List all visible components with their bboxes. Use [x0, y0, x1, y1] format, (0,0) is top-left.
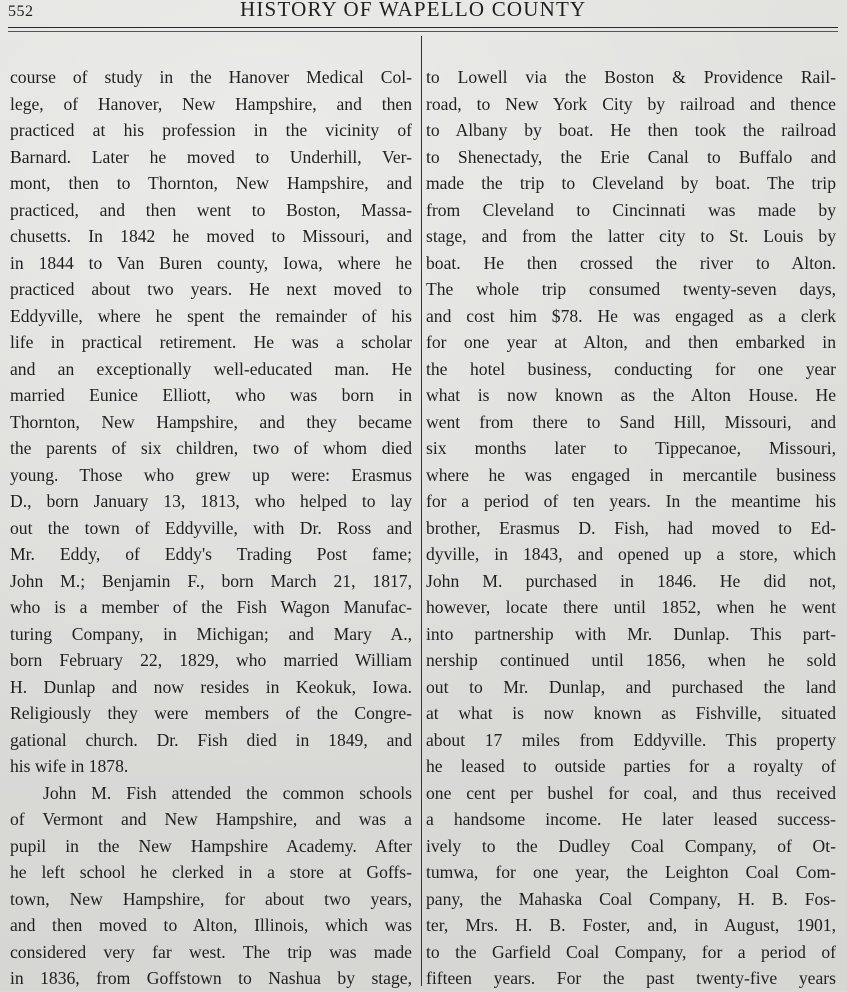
text-line: made the trip to Cleveland by boat. The trip — [426, 173, 836, 193]
text-line: life in practical retirement. He was a scholar — [10, 332, 412, 352]
text-line: where he was engaged in mercantile business — [426, 464, 836, 485]
text-line: in 1836, from Goffstown to Nashua by stage, — [10, 968, 412, 988]
text-line: John M.; Benjamin F., born March 21, 1817, — [10, 570, 412, 591]
text-line: one cent per bushel for coal, and thus received — [426, 782, 836, 803]
page-header — [0, 0, 847, 30]
text-line: D., born January 13, 1813, who helped to lay — [10, 491, 412, 511]
text-line: lege, of Hanover, New Hampshire, and then — [10, 93, 412, 114]
text-line: chusetts. In 1842 he moved to Missouri, and — [10, 226, 412, 246]
text-line: John M. purchased in 1846. He did not, — [426, 570, 836, 591]
text-line: road, to New York City by railroad and thence — [426, 93, 836, 114]
text-line: practiced about two years. He next moved to — [10, 279, 412, 299]
text-line: Thornton, New Hampshire, and they became — [10, 411, 412, 432]
text-line: gational church. Dr. Fish died in 1849, and — [10, 729, 412, 750]
left-text-column — [10, 64, 412, 992]
paragraph-start-line: John M. Fish attended the common schools — [43, 782, 412, 803]
text-line: out to Mr. Dunlap, and purchased the land — [426, 676, 836, 697]
text-line: six months later to Tippecanoe, Missouri, — [426, 438, 836, 458]
running-head-title: HISTORY OF WAPELLO COUNTY — [240, 0, 587, 21]
text-line: Barnard. Later he moved to Underhill, Ver- — [10, 146, 412, 167]
text-line: went from there to Sand Hill, Missouri, and — [426, 411, 836, 432]
text-line: boat. He then crossed the river to Alton. — [426, 252, 836, 273]
text-line: out the town of Eddyville, with Dr. Ross and — [10, 517, 412, 538]
text-line: pany, the Mahaska Coal Company, H. B. Fos- — [426, 888, 836, 909]
header-rule — [8, 27, 838, 28]
text-line: ively to the Dudley Coal Company, of Ot- — [426, 835, 836, 856]
text-line: for one year at Alton, and then embarked in — [426, 332, 836, 352]
text-line: to Lowell via the Boston & Providence Rail- — [426, 67, 836, 87]
page-number: 552 — [8, 3, 34, 20]
text-line: The whole trip consumed twenty-seven days, — [426, 279, 836, 299]
text-line: from Cleveland to Cincinnati was made by — [426, 199, 836, 220]
text-line: he left school he clerked in a store at Goffs- — [10, 862, 412, 882]
text-line: he leased to outside parties for a royalty of — [426, 756, 836, 776]
text-line: course of study in the Hanover Medical Col- — [10, 67, 412, 87]
text-line: practiced, and then went to Boston, Massa- — [10, 199, 412, 220]
text-line: Mr. Eddy, of Eddy's Trading Post fame; — [10, 544, 412, 564]
text-line: however, locate there until 1852, when he went — [426, 597, 836, 617]
text-line: town, New Hampshire, for about two years, — [10, 888, 412, 909]
text-line: who is a member of the Fish Wagon Manufac- — [10, 597, 412, 617]
text-line: stage, and from the latter city to St. Louis by — [426, 226, 836, 246]
text-line: to the Garfield Coal Company, for a period of — [426, 941, 836, 962]
header-rule-secondary — [8, 31, 838, 32]
text-line: mont, then to Thornton, New Hampshire, and — [10, 173, 412, 193]
text-line: and cost him $78. He was engaged as a clerk — [426, 305, 836, 326]
text-line: a handsome income. He later leased success- — [426, 809, 836, 829]
text-line: nership continued until 1856, when he sold — [426, 650, 836, 670]
text-line: dyville, in 1843, and opened up a store, which — [426, 544, 836, 564]
text-line: at what is now known as Fishville, situated — [426, 703, 836, 723]
text-line: young. Those who grew up were: Erasmus — [10, 464, 412, 485]
text-line: turing Company, in Michigan; and Mary A., — [10, 623, 412, 644]
column-divider — [421, 36, 422, 986]
text-line: the hotel business, conducting for one year — [426, 358, 836, 379]
text-line: brother, Erasmus D. Fish, had moved to Ed- — [426, 517, 836, 538]
text-line: considered very far west. The trip was made — [10, 941, 412, 962]
text-line: H. Dunlap and now resides in Keokuk, Iowa. — [10, 676, 412, 697]
text-line: and an exceptionally well-educated man. He — [10, 358, 412, 379]
text-line: fifteen years. For the past twenty-five years — [426, 968, 836, 988]
text-line: about 17 miles from Eddyville. This property — [426, 729, 836, 750]
text-line: married Eunice Elliott, who was born in — [10, 385, 412, 405]
right-text-column — [426, 64, 836, 992]
text-line: for a period of ten years. In the meantime his — [426, 491, 836, 511]
text-line: to Shenectady, the Erie Canal to Buffalo and — [426, 146, 836, 167]
text-line: Religiously they were members of the Congre- — [10, 703, 412, 723]
text-line: pupil in the New Hampshire Academy. After — [10, 835, 412, 856]
text-line: and then moved to Alton, Illinois, which was — [10, 915, 412, 935]
text-line: of Vermont and New Hampshire, and was a — [10, 809, 412, 829]
paragraph-end-line: his wife in 1878. — [10, 756, 129, 776]
text-line: in 1844 to Van Buren county, Iowa, where he — [10, 252, 412, 273]
text-line: born February 22, 1829, who married William — [10, 650, 412, 670]
text-line: to Albany by boat. He then took the railroad — [426, 120, 836, 140]
text-line: ter, Mrs. H. B. Foster, and, in August, 1901, — [426, 915, 836, 935]
text-line: Eddyville, where he spent the remainder of his — [10, 305, 412, 326]
text-line: what is now known as the Alton House. He — [426, 385, 836, 405]
text-line: the parents of six children, two of whom died — [10, 438, 412, 458]
text-line: practiced at his profession in the vicinity of — [10, 120, 412, 140]
text-line: tumwa, for one year, the Leighton Coal Com- — [426, 862, 836, 882]
text-line: into partnership with Mr. Dunlap. This part- — [426, 623, 836, 644]
